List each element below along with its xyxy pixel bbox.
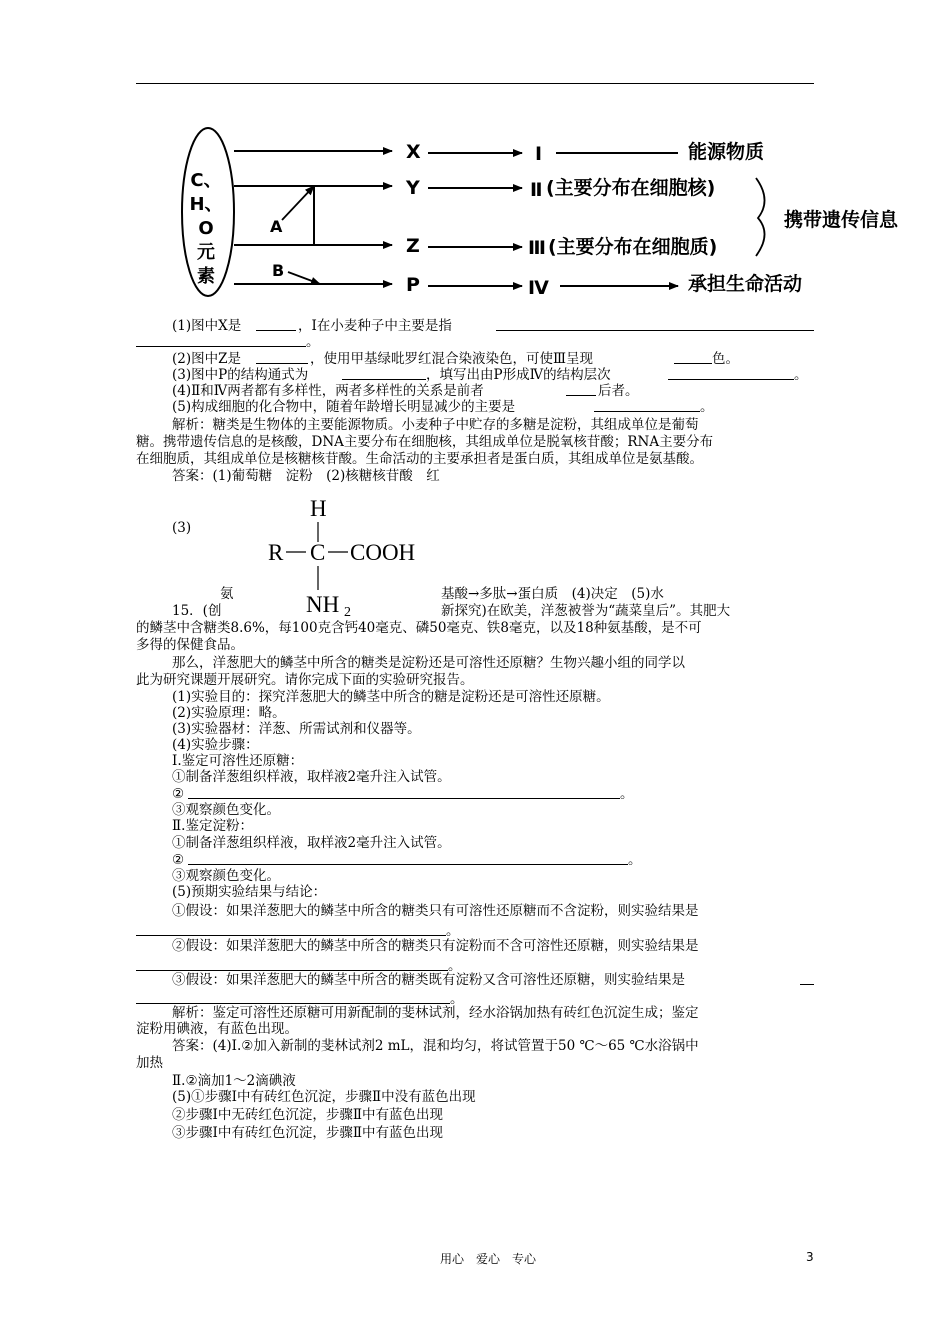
top-rule bbox=[136, 83, 814, 84]
formula-nh: NH bbox=[306, 592, 340, 617]
biomolecule-diagram bbox=[160, 120, 930, 310]
answer2-l2: 加热 bbox=[136, 1055, 163, 1071]
element-char: C、 bbox=[190, 170, 222, 191]
analysis1-l2: 糖。携带遗传信息的是核酸，DNA主要分布在细胞核，其组成单位是脱氧核苷酸；RNA主要分布 bbox=[136, 434, 714, 450]
formula-sub: 2 bbox=[344, 605, 351, 620]
label-a: A bbox=[270, 217, 283, 236]
label-iv: Ⅳ bbox=[528, 277, 549, 299]
q15-l4: 那么，洋葱肥大的鳞茎中所含的糖类是淀粉还是可溶性还原糖？生物兴趣小组的同学以 bbox=[172, 655, 685, 671]
answer1-l1: 答案：(1)葡萄糖 淀粉 (2)核糖核苷酸 红 bbox=[172, 468, 440, 484]
label-ii: Ⅱ bbox=[530, 179, 543, 201]
analysis2-l1: 解析：鉴定可溶性还原糖可用新配制的斐林试剂，经水浴锅加热有砖红色沉淀生成；鉴定 bbox=[172, 1005, 699, 1021]
answer1-l3-num: (3) bbox=[172, 520, 192, 536]
q15-l18: (5)预期实验结果与结论： bbox=[172, 884, 327, 900]
analysis1-l3: 在细胞质，其组成单位是核糖核苷酸。生命活动的主要承担者是蛋白质，其组成单位是氨基酸。 bbox=[136, 451, 703, 467]
text-cytoplasm: (主要分布在细胞质) bbox=[548, 236, 718, 258]
label-z: Z bbox=[406, 235, 420, 257]
answer2-l1: 答案：(4)Ⅰ.②加入新制的斐林试剂2 mL，混和均匀，将试管置于50 ℃～65 ℃水浴锅中 bbox=[172, 1038, 699, 1054]
q15-l10: Ⅰ.鉴定可溶性还原糖： bbox=[172, 753, 304, 769]
q15-l17: ③观察颜色变化。 bbox=[172, 868, 280, 884]
q15-l9: (4)实验步骤： bbox=[172, 737, 259, 753]
text-heredity: 携带遗传信息 bbox=[784, 209, 899, 231]
q15-l15: ①制备洋葱组织样液，取样液2毫升注入试管。 bbox=[172, 835, 451, 851]
answer2-l5: ②步骤Ⅰ中无砖红色沉淀，步骤Ⅱ中有蓝色出现 bbox=[172, 1107, 444, 1123]
label-p: P bbox=[406, 274, 420, 296]
element-char: 素 bbox=[197, 266, 215, 287]
text-life: 承担生命活动 bbox=[688, 273, 803, 295]
q15-l2: 的鳞茎中含糖类8.6%，每100克含钙40毫克、磷50毫克、铁8毫克，以及18种氨基酸，是不可 bbox=[136, 620, 702, 636]
footer-slogan: 用心 爱心 专心 bbox=[440, 1252, 537, 1266]
formula-h: H bbox=[310, 496, 327, 521]
formula-cooh: COOH bbox=[350, 540, 416, 565]
text-energy: 能源物质 bbox=[688, 141, 765, 163]
label-x: X bbox=[406, 141, 421, 163]
answer2-l6: ③步骤Ⅰ中有砖红色沉淀，步骤Ⅱ中有蓝色出现 bbox=[172, 1125, 444, 1141]
formula-r: R bbox=[268, 540, 284, 565]
formula-c: C bbox=[310, 540, 326, 565]
q15-l6: (1)实验目的：探究洋葱肥大的鳞茎中所含的糖是淀粉还是可溶性还原糖。 bbox=[172, 689, 610, 705]
q15-l19: ①假设：如果洋葱肥大的鳞茎中所含的糖类只有可溶性还原糖而不含淀粉，则实验结果是 bbox=[172, 903, 699, 919]
label-iii: Ⅲ bbox=[528, 237, 546, 259]
element-char: O bbox=[198, 218, 214, 239]
element-char: H、 bbox=[189, 194, 223, 215]
q15-l8: (3)实验器材：洋葱、所需试剂和仪器等。 bbox=[172, 721, 421, 737]
label-i: Ⅰ bbox=[535, 143, 543, 165]
answer2-l4: (5)①步骤Ⅰ中有砖红色沉淀，步骤Ⅱ中没有蓝色出现 bbox=[172, 1089, 476, 1105]
q15-l13: ③观察颜色变化。 bbox=[172, 802, 280, 818]
q15-l3: 多得的保健食品。 bbox=[136, 637, 244, 653]
element-char: 元 bbox=[197, 242, 215, 263]
analysis1-l1: 解析：糖类是生物体的主要能源物质。小麦种子中贮存的多糖是淀粉，其组成单位是葡萄 bbox=[172, 417, 699, 433]
page-number: 3 bbox=[806, 1250, 814, 1264]
q15-l5: 此为研究课题开展研究。请你完成下面的实验研究报告。 bbox=[136, 672, 474, 688]
q15-l7: (2)实验原理：略。 bbox=[172, 705, 286, 721]
label-b: B bbox=[272, 261, 285, 280]
label-y: Y bbox=[406, 177, 420, 199]
answer2-l3: Ⅱ.②滴加1～2滴碘液 bbox=[172, 1073, 296, 1089]
q15-l14: Ⅱ.鉴定淀粉： bbox=[172, 818, 253, 834]
q15-l21: ②假设：如果洋葱肥大的鳞茎中所含的糖类只有淀粉而不含可溶性还原糖，则实验结果是 bbox=[172, 938, 699, 954]
text-nucleus: (主要分布在细胞核) bbox=[546, 177, 716, 199]
analysis2-l2: 淀粉用碘液，有蓝色出现。 bbox=[136, 1021, 298, 1037]
amino-acid-formula bbox=[262, 492, 442, 622]
q15-l11: ①制备洋葱组织样液，取样液2毫升注入试管。 bbox=[172, 769, 451, 785]
